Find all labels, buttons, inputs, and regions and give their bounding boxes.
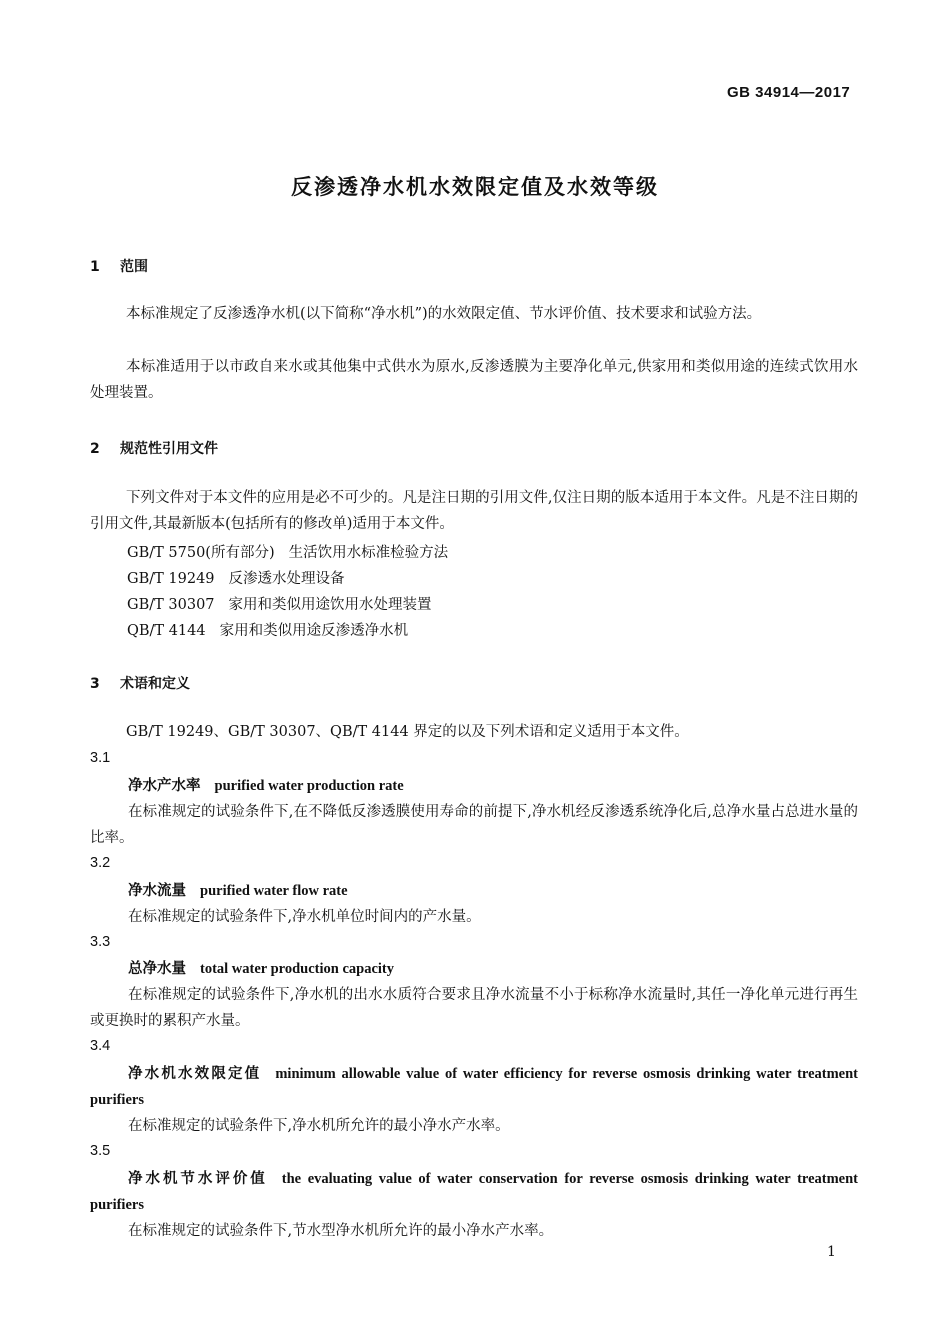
- term-name-en: purified water production rate: [214, 778, 404, 794]
- document-title: 反渗透净水机水效限定值及水效等级: [291, 175, 659, 199]
- term-name-zh: 净水产水率: [128, 778, 201, 794]
- term-definition: 在标准规定的试验条件下,节水型净水机所允许的最小净水产水率。: [128, 1223, 554, 1239]
- term-name-zh: 净水流量: [128, 883, 186, 899]
- term-name-en: the evaluating value of water conservation for reverse osmosis drinking water treatment purifiers: [90, 1171, 859, 1213]
- term-name: [90, 956, 858, 982]
- section-title: 范围: [120, 259, 148, 275]
- reference-item: [127, 593, 432, 614]
- section-1-heading: [90, 256, 148, 276]
- section-2-paragraph: 下列文件对于本文件的应用是必不可少的。凡是注日期的引用文件,仅注日期的版本适用于本文件。凡是不注日期的引用文件,其最新版本(包括所有的修改单)适用于本文件。: [90, 490, 858, 532]
- reference-item: [127, 567, 345, 588]
- term-name: [90, 1061, 858, 1113]
- term-number: 3.3: [90, 934, 111, 950]
- reference-code: GB/T 19249: [127, 571, 215, 587]
- term-number: 3.1: [90, 750, 111, 766]
- term-name-en: minimum allowable value of water efficiency for reverse osmosis drinking water treatment purifiers: [90, 1066, 859, 1108]
- term-name-zh: 总净水量: [128, 961, 186, 977]
- reference-title: 生活饮用水标准检验方法: [288, 545, 449, 561]
- section-title: 规范性引用文件: [120, 441, 218, 457]
- section-number: 1: [90, 259, 100, 275]
- term-name-en: total water production capacity: [200, 961, 394, 977]
- reference-title: 反渗透水处理设备: [228, 571, 345, 587]
- section-1-paragraph-1: 本标准规定了反渗透净水机(以下简称“净水机”)的水效限定值、节水评价值、技术要求和试验方法。: [126, 306, 762, 322]
- section-3-heading: [90, 673, 190, 693]
- term-name-zh: 净水机节水评价值: [128, 1171, 268, 1187]
- term-name: [90, 1166, 858, 1218]
- section-title: 术语和定义: [120, 676, 190, 692]
- term-name: [90, 878, 858, 904]
- reference-title: 家用和类似用途反渗透净水机: [219, 623, 409, 639]
- term-definition: 在标准规定的试验条件下,净水机的出水水质符合要求且净水流量不小于标称净水流量时,其任一净化单元进行再生或更换时的累积产水量。: [90, 987, 858, 1029]
- section-2-heading: [90, 438, 218, 458]
- reference-code: QB/T 4144: [127, 623, 206, 639]
- standard-code: GB 34914—2017: [727, 84, 851, 101]
- term-number: 3.2: [90, 855, 111, 871]
- reference-code: GB/T 30307: [127, 597, 215, 613]
- section-1-paragraph-2: 本标准适用于以市政自来水或其他集中式供水为原水,反渗透膜为主要净化单元,供家用和类似用途的连续式饮用水处理装置。: [90, 359, 858, 401]
- page-number: 1: [827, 1244, 836, 1260]
- term-number: 3.5: [90, 1143, 111, 1159]
- term-name-zh: 净水机水效限定值: [128, 1066, 262, 1082]
- term-definition: 在标准规定的试验条件下,在不降低反渗透膜使用寿命的前提下,净水机经反渗透系统净化后,总净水量占总进水量的比率。: [90, 804, 858, 846]
- term-name-en: purified water flow rate: [200, 883, 348, 899]
- term-number: 3.4: [90, 1038, 111, 1054]
- reference-item: [127, 541, 448, 562]
- section-number: 3: [90, 676, 100, 692]
- section-number: 2: [90, 441, 100, 457]
- reference-title: 家用和类似用途饮用水处理装置: [228, 597, 432, 613]
- reference-item: [127, 619, 408, 640]
- term-name: [90, 773, 858, 799]
- reference-code: GB/T 5750(所有部分): [127, 545, 275, 561]
- section-3-paragraph: GB/T 19249、GB/T 30307、QB/T 4144 界定的以及下列术语和定义适用于本文件。: [126, 724, 689, 740]
- term-definition: 在标准规定的试验条件下,净水机所允许的最小净水产水率。: [128, 1118, 510, 1134]
- term-definition: 在标准规定的试验条件下,净水机单位时间内的产水量。: [128, 909, 481, 925]
